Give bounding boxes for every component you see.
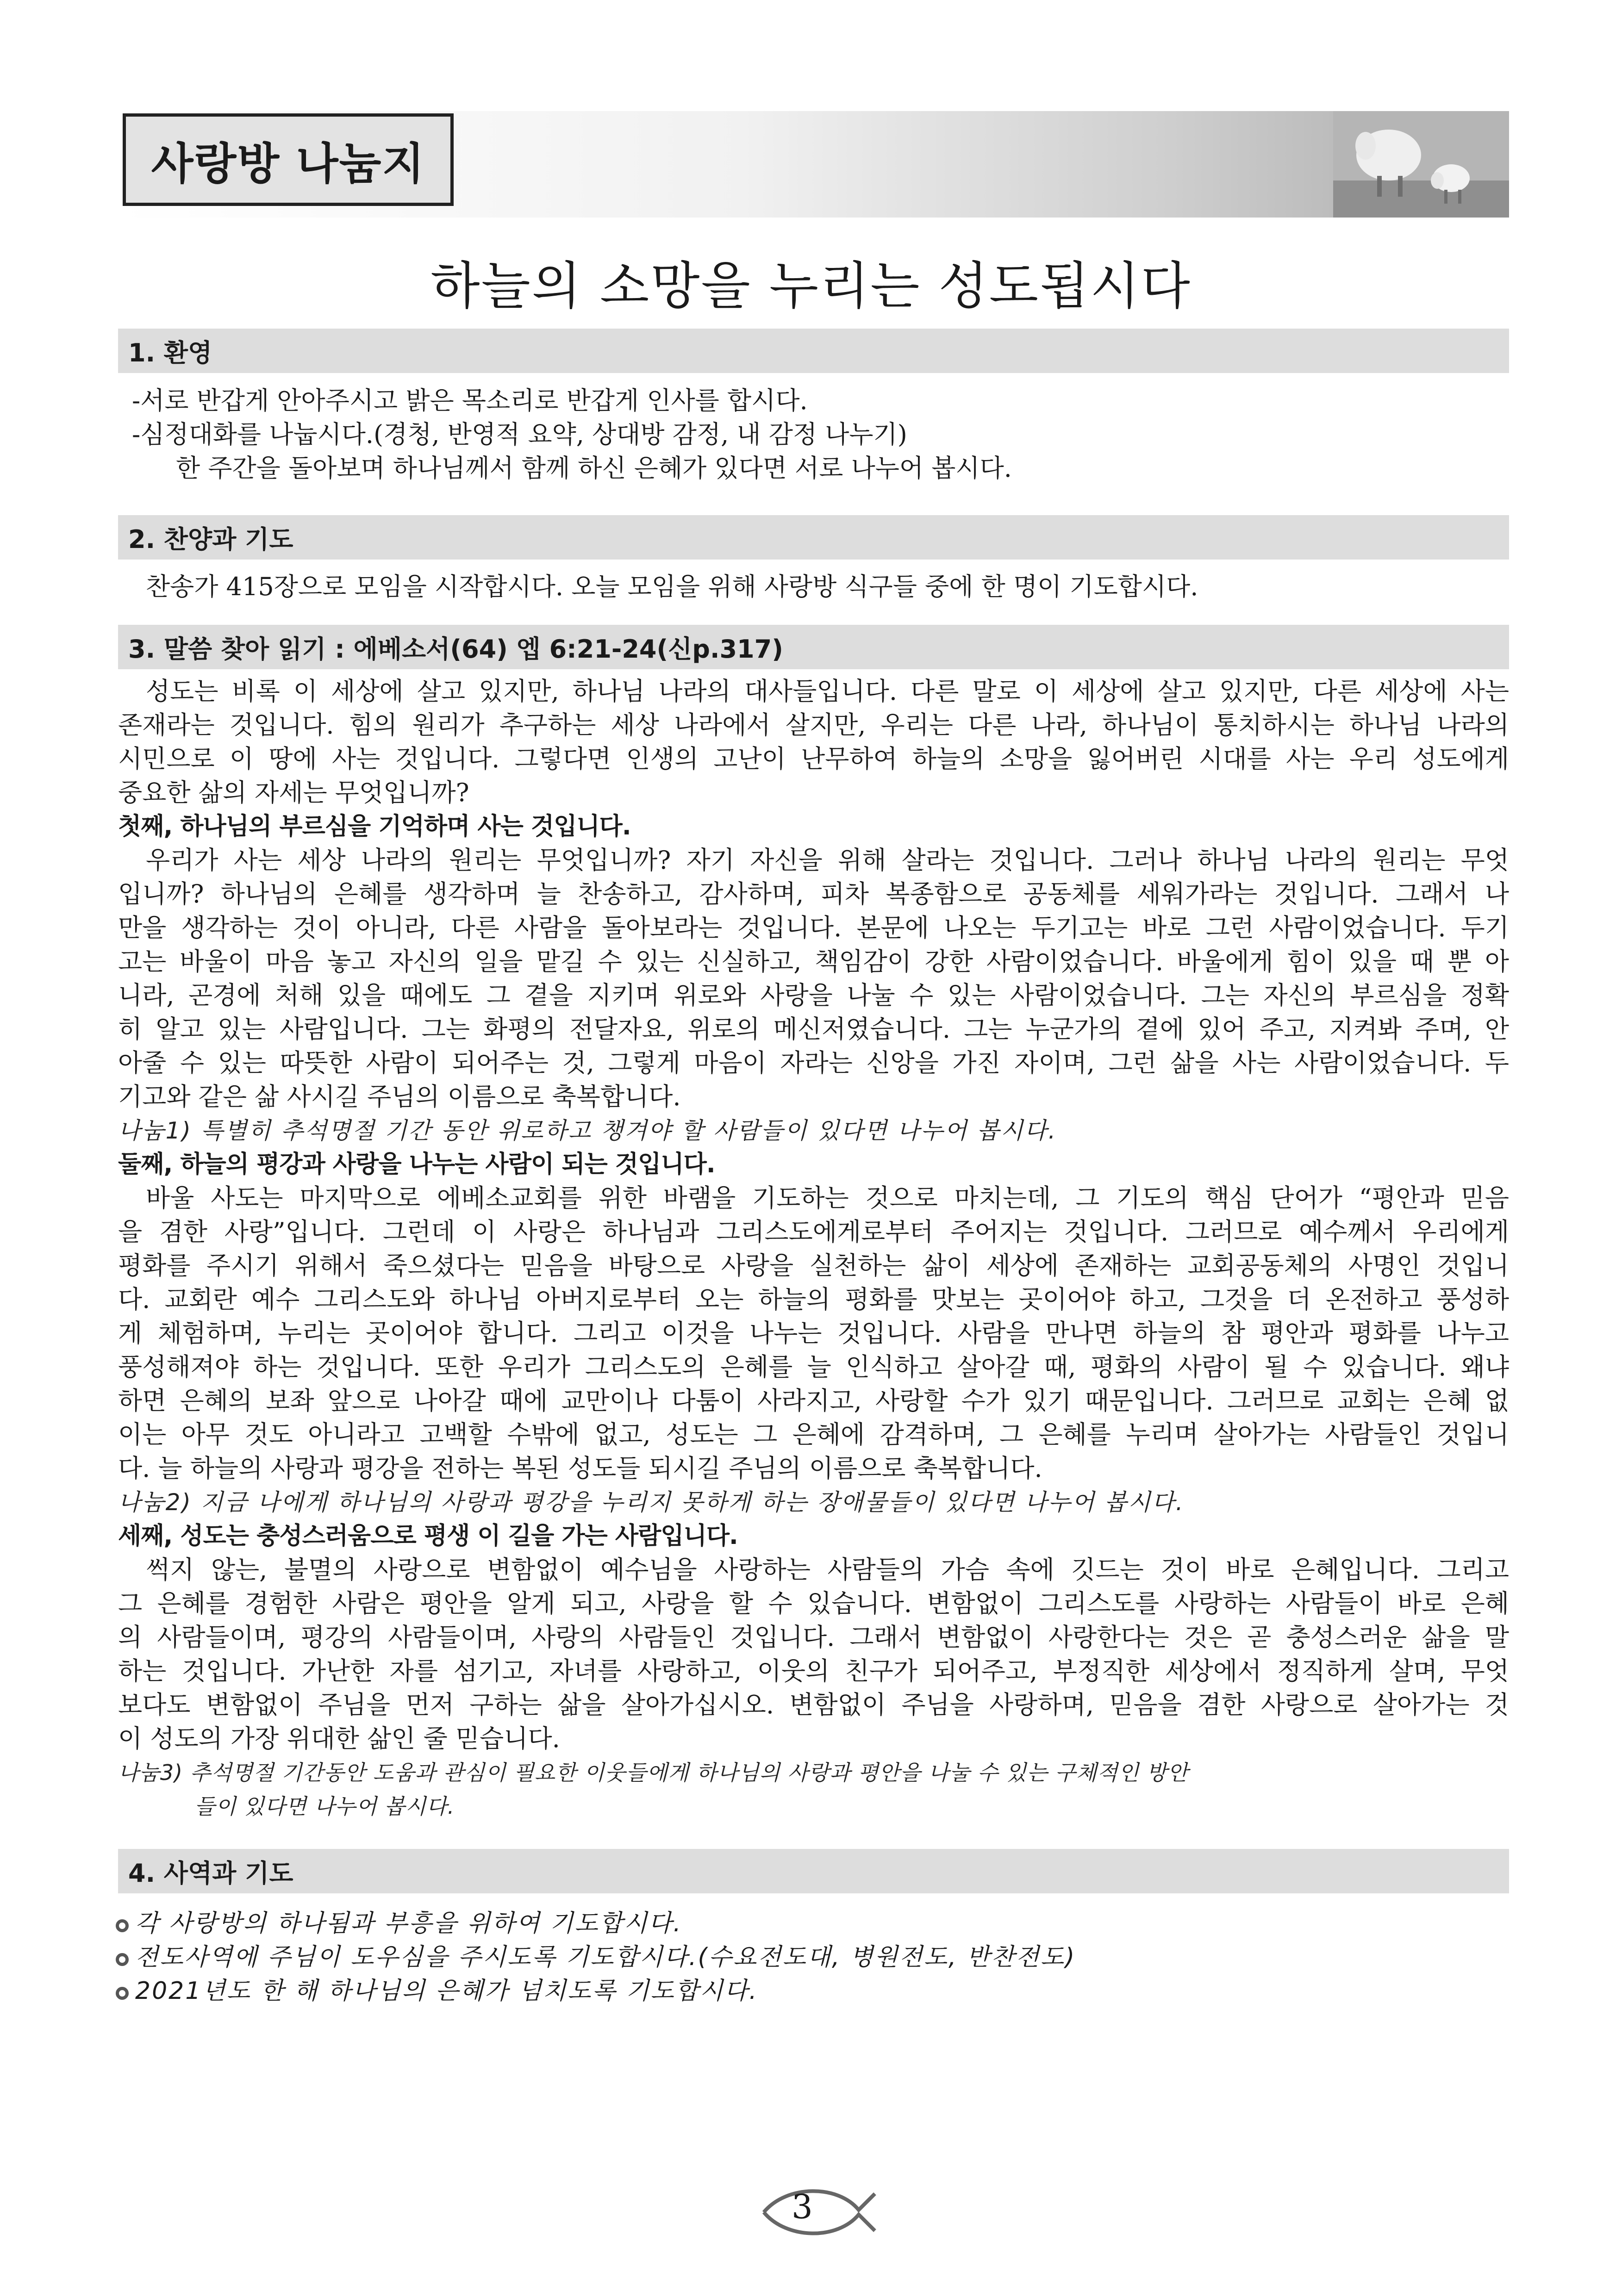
- sharing-question-2: 나눔2) 지금 나에게 하나님의 사랑과 평강을 누리지 못하게 하는 장애물들이 있다면 나누어 봅시다.: [118, 1489, 1185, 1516]
- point-2-line-9: 다. 늘 하늘의 사랑과 평강을 전하는 복된 성도들 되시길 주님의 이름으로 축복합니다.: [118, 1454, 1042, 1483]
- section-heading-ministry: 4. 사역과 기도: [118, 1849, 1509, 1893]
- section-heading-praise: 2. 찬양과 기도: [118, 515, 1509, 560]
- bullet-icon: [116, 1987, 129, 2000]
- prayer-item-2: [116, 1942, 1076, 1972]
- prayer-item-3: [116, 1976, 758, 2006]
- point-1-line-5: 니라, 곤경에 처해 있을 때에도 그 곁을 지키며 위로와 사랑을 나눌 수 있는 사람이었습니다. 그는 자신의 부르심을 정확: [118, 981, 1509, 1010]
- prayer-item-3-text: 2021년도 한 해 하나님의 은혜가 넘치도록 기도합시다.: [135, 1977, 758, 2005]
- point-3-line-1: 썩지 않는, 불멸의 사랑으로 변함없이 예수님을 사랑하는 사람들의 가슴 속에 깃드는 것이 바로 은혜입니다. 그리고: [146, 1555, 1509, 1584]
- point-2-line-6: 풍성해져야 하는 것입니다. 또한 우리가 그리스도의 은혜를 늘 인식하고 살아갈 때, 평화의 사람이 될 수 있습니다. 왜냐: [118, 1352, 1509, 1381]
- point-1-heading: 첫째, 하나님의 부르심을 기억하며 사는 것입니다.: [118, 813, 631, 840]
- point-2-line-2: 을 겸한 사랑”입니다. 그런데 이 사랑은 하나님과 그리스도에게로부터 주어지는 것입니다. 그러므로 예수께서 우리에게: [118, 1217, 1509, 1246]
- point-1-line-6: 히 알고 있는 사람입니다. 그는 화평의 전달자요, 위로의 메신저였습니다. 그는 누군가의 곁에 있어 주고, 지켜봐 주며, 안: [118, 1014, 1509, 1044]
- point-2-line-4: 다. 교회란 예수 그리스도와 하나님 아버지로부터 오는 하늘의 평화를 맛보는 곳이어야 하고, 그것을 더 온전하고 풍성하: [118, 1285, 1509, 1314]
- point-3-line-6: 이 성도의 가장 위대한 삶인 줄 믿습니다.: [118, 1724, 560, 1753]
- page-number: [759, 2184, 880, 2240]
- point-1-line-2: 입니까? 하나님의 은혜를 생각하며 늘 찬송하고, 감사하며, 피차 복종함으로 공동체를 세워가라는 것입니다. 그래서 나: [118, 879, 1509, 908]
- point-2-line-1: 바울 사도는 마지막으로 에베소교회를 위한 바램을 기도하는 것으로 마치는데, 그 기도의 핵심 단어가 “평안과 믿음: [146, 1183, 1509, 1213]
- welcome-line-1: -서로 반갑게 안아주시고 밝은 목소리로 반갑게 인사를 합시다.: [132, 386, 808, 415]
- sharing-question-3-cont: 들이 있다면 나누어 봅시다.: [194, 1794, 455, 1819]
- point-1-line-1: 우리가 사는 세상 나라의 원리는 무엇입니까? 자기 자신을 위해 살라는 것입니다. 그러나 하나님 나라의 원리는 무엇: [146, 846, 1509, 875]
- point-3-heading: 세째, 성도는 충성스러움으로 평생 이 길을 가는 사람입니다.: [118, 1522, 738, 1550]
- intro-line-2: 존재라는 것입니다. 힘의 원리가 추구하는 세상 나라에서 살지만, 우리는 다른 나라, 하나님이 통치하시는 하나님 나라의: [118, 710, 1509, 740]
- point-2-line-8: 이는 아무 것도 아니라고 고백할 수밖에 없고, 성도는 그 은혜에 감격하며, 그 은혜를 누리며 살아가는 사람들인 것입니: [118, 1420, 1509, 1449]
- point-2-line-7: 하면 은혜의 보좌 앞으로 나아갈 때에 교만이나 다툼이 사라지고, 사랑할 수가 있기 때문입니다. 그러므로 교회는 은혜 없: [118, 1386, 1509, 1415]
- sheep-photo: [1333, 111, 1509, 218]
- point-2-heading: 둘째, 하늘의 평강과 사랑을 나누는 사람이 되는 것입니다.: [118, 1151, 715, 1178]
- point-3-line-3: 의 사람들이며, 평강의 사람들이며, 사랑의 사람들인 것입니다. 그래서 변함없이 사랑한다는 것은 곧 충성스러운 삶을 말: [118, 1623, 1509, 1652]
- bullet-icon: [116, 1919, 129, 1932]
- point-1-line-8: 기고와 같은 삶 사시길 주님의 이름으로 축복합니다.: [118, 1082, 681, 1111]
- point-2-line-3: 평화를 주시기 위해서 죽으셨다는 믿음을 바탕으로 사랑을 실천하는 삶이 세상에 존재하는 교회공동체의 사명인 것입니: [118, 1251, 1509, 1280]
- praise-line: 찬송가 415장으로 모임을 시작합시다. 오늘 모임을 위해 사랑방 식구들 중에 한 명이 기도합시다.: [146, 572, 1198, 601]
- prayer-item-1-text: 각 사랑방의 하나됨과 부흥을 위하여 기도합시다.: [135, 1910, 682, 1937]
- prayer-item-1: [116, 1908, 682, 1939]
- header-label: 사랑방 나눔지: [151, 138, 425, 189]
- section-heading-scripture: 3. 말씀 찾아 읽기 : 에베소서(64) 엡 6:21-24(신p.317): [118, 625, 1509, 669]
- point-2-line-5: 게 체험하며, 누리는 곳이어야 합니다. 그리고 이것을 나누는 것입니다. 사람을 만나면 하늘의 참 평안과 평화를 나누고: [118, 1319, 1509, 1348]
- header-label-box: [123, 113, 454, 206]
- point-1-line-4: 고는 바울이 마음 놓고 자신의 일을 맡길 수 있는 신실하고, 책임감이 강한 사람이었습니다. 바울에게 힘이 있을 때 뿐 아: [118, 947, 1509, 976]
- intro-line-3: 시민으로 이 땅에 사는 것입니다. 그렇다면 인생의 고난이 난무하여 하늘의 소망을 잃어버린 시대를 사는 우리 성도에게: [118, 744, 1509, 773]
- point-3-line-4: 하는 것입니다. 가난한 자를 섬기고, 자녀를 사랑하고, 이웃의 친구가 되어주고, 부정직한 세상에서 정직하게 살며, 무엇: [118, 1656, 1509, 1686]
- point-3-line-2: 그 은혜를 경험한 사람은 평안을 알게 되고, 사랑을 할 수 있습니다. 변함없이 그리스도를 사랑하는 사람들이 바로 은혜: [118, 1589, 1509, 1618]
- intro-line-4: 중요한 삶의 자세는 무엇입니까?: [118, 778, 469, 807]
- fish-icon: [759, 2184, 880, 2240]
- point-3-line-5: 보다도 변함없이 주님을 먼저 구하는 삶을 살아가십시오. 변함없이 주님을 사랑하며, 믿음을 겸한 사랑으로 살아가는 것: [118, 1690, 1509, 1719]
- page-number-text: 3: [792, 2187, 813, 2226]
- page-title: 하늘의 소망을 누리는 성도됩시다: [430, 256, 1192, 316]
- point-1-line-7: 아줄 수 있는 따뜻한 사람이 되어주는 것, 그렇게 마음이 자라는 신앙을 가진 자이며, 그런 삶을 사는 사람이었습니다. 두: [118, 1048, 1509, 1077]
- bullet-icon: [116, 1953, 129, 1966]
- section-heading-welcome: 1. 환영: [118, 329, 1509, 373]
- welcome-line-3: 한 주간을 돌아보며 하나님께서 함께 하신 은혜가 있다면 서로 나누어 봅시다.: [176, 454, 1012, 483]
- sharing-question-1: 나눔1) 특별히 추석명절 기간 동안 위로하고 챙겨야 할 사람들이 있다면 나누어 봅시다.: [118, 1117, 1057, 1144]
- welcome-line-2: -심정대화를 나눕시다.(경청, 반영적 요약, 상대방 감정, 내 감정 나누기): [132, 420, 907, 449]
- intro-line-1: 성도는 비록 이 세상에 살고 있지만, 하나님 나라의 대사들입니다. 다른 말로 이 세상에 살고 있지만, 다른 세상에 사는: [146, 677, 1509, 706]
- sharing-question-3: 나눔3) 추석명절 기간동안 도움과 관심이 필요한 이웃들에게 하나님의 사랑과 평안을 나눌 수 있는 구체적인 방안: [118, 1760, 1189, 1785]
- prayer-item-2-text: 전도사역에 주님이 도우심을 주시도록 기도합시다.(수요전도대, 병원전도, 반찬전도): [135, 1943, 1076, 1971]
- point-1-line-3: 만을 생각하는 것이 아니라, 다른 사람을 돌아보라는 것입니다. 본문에 나오는 두기고는 바로 그런 사람이었습니다. 두기: [118, 913, 1509, 942]
